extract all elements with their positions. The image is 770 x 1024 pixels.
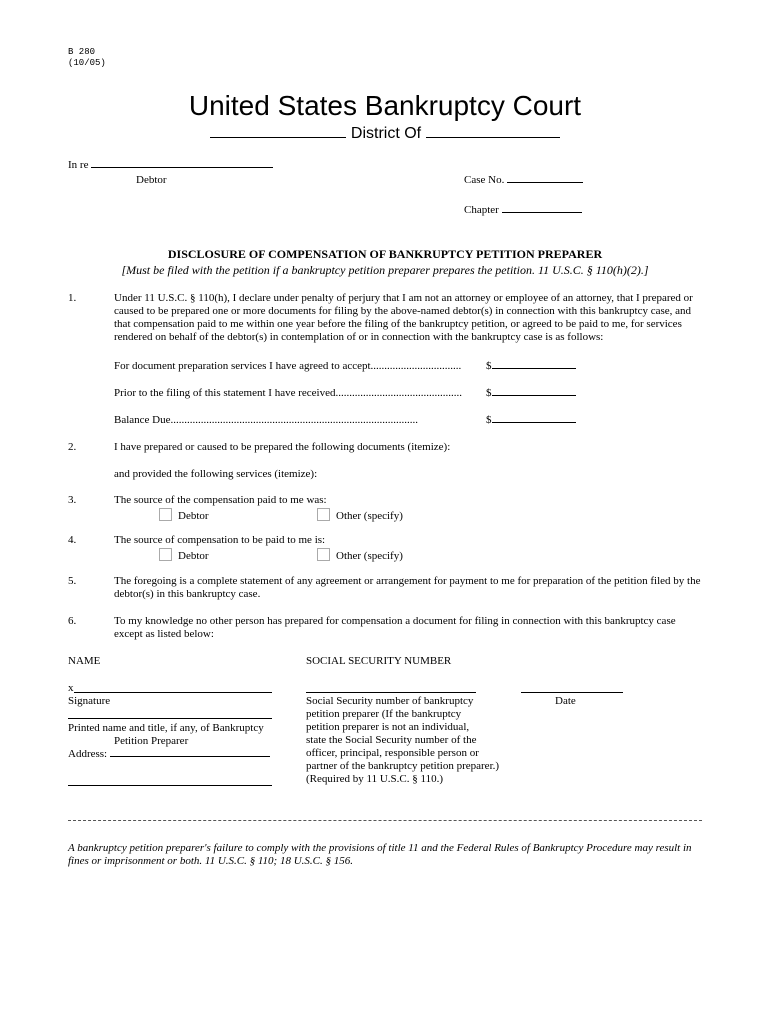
chapter-row bbox=[464, 204, 582, 216]
item-3-debtor-checkbox[interactable] bbox=[159, 508, 172, 521]
case-no-label: Case No. bbox=[464, 174, 505, 186]
name-column-header: NAME bbox=[68, 655, 101, 667]
form-code bbox=[68, 47, 106, 69]
item-2-number: 2. bbox=[68, 441, 77, 453]
date-label: Date bbox=[555, 695, 576, 707]
ssn-desc-line: partner of the bankruptcy petition preparer.) bbox=[306, 760, 500, 772]
signature-line[interactable] bbox=[74, 692, 272, 693]
item-3-other-option[interactable] bbox=[317, 508, 403, 522]
option-label: Other (specify) bbox=[336, 510, 403, 522]
address-blank[interactable] bbox=[110, 756, 270, 757]
dollar-sign: $ bbox=[486, 387, 492, 399]
item-4-text: The source of compensation to be paid to me is: bbox=[114, 534, 326, 546]
fee-received-field bbox=[486, 387, 576, 399]
item-6-number: 6. bbox=[68, 615, 77, 627]
ssn-column-header: SOCIAL SECURITY NUMBER bbox=[306, 655, 452, 667]
item-2-services-text: and provided the following services (itemize): bbox=[114, 468, 318, 480]
item-1-number: 1. bbox=[68, 292, 77, 304]
printed-name-label-1: Printed name and title, if any, of Bankruptcy bbox=[68, 722, 264, 734]
district-line bbox=[0, 125, 770, 143]
ssn-desc-line: state the Social Security number of the bbox=[306, 734, 477, 746]
item-5-number: 5. bbox=[68, 575, 77, 587]
item-4-debtor-option[interactable] bbox=[159, 548, 209, 562]
item-6-text: To my knowledge no other person has prepared for compensation a document for filing in connection with this bankruptcy case except as listed below: bbox=[114, 615, 676, 640]
form-number: B 280 bbox=[68, 47, 96, 57]
form-heading: DISCLOSURE OF COMPENSATION OF BANKRUPTCY PETITION PREPARER bbox=[167, 247, 603, 261]
option-label: Other (specify) bbox=[336, 550, 403, 562]
balance-due-field bbox=[486, 414, 576, 426]
form-revision: (10/05) bbox=[68, 58, 106, 68]
option-label: Debtor bbox=[178, 510, 209, 522]
case-no-row bbox=[464, 174, 583, 186]
item-4-other-checkbox[interactable] bbox=[317, 548, 330, 561]
ssn-desc-line: petition preparer (If the bankruptcy bbox=[306, 708, 462, 720]
fee-agreed-field bbox=[486, 360, 576, 372]
signature-x: x bbox=[68, 682, 74, 694]
debtor-label: Debtor bbox=[136, 174, 167, 186]
signature-label: Signature bbox=[68, 695, 111, 707]
item-3-debtor-option[interactable] bbox=[159, 508, 209, 522]
address-line-2[interactable] bbox=[68, 785, 272, 786]
option-label: Debtor bbox=[178, 550, 209, 562]
item-3-number: 3. bbox=[68, 494, 77, 506]
item-4-number: 4. bbox=[68, 534, 77, 546]
court-title: United States Bankruptcy Court bbox=[188, 90, 582, 121]
fee-received-blank[interactable] bbox=[492, 395, 576, 396]
dollar-sign: $ bbox=[486, 414, 492, 426]
item-4-other-option[interactable] bbox=[317, 548, 403, 562]
district-label: District Of bbox=[350, 125, 422, 142]
footer-warning: A bankruptcy petition preparer's failure to comply with the provisions of title 11 and the Federal Rules of Bankruptcy Procedure may result in fines or imprisonment or both. 11 U.S.C. § 110; 18 U.S.C. § 156. bbox=[68, 842, 692, 867]
form-subheading: [Must be filed with the petition if a bankruptcy petition preparer prepares the petition. 11 U.S.C. § 110(h)(2).] bbox=[121, 263, 649, 277]
printed-name-line[interactable] bbox=[68, 718, 272, 719]
ssn-desc-line: Social Security number of bankruptcy bbox=[306, 695, 474, 707]
ssn-desc-line: (Required by 11 U.S.C. § 110.) bbox=[306, 773, 443, 785]
item-3-other-checkbox[interactable] bbox=[317, 508, 330, 521]
chapter-blank[interactable] bbox=[502, 212, 582, 213]
item-1-text: Under 11 U.S.C. § 110(h), I declare under penalty of perjury that I am not an attorney or employee of an attorney, that I prepared or caused to be prepared one or more documents for filing by the above-named debtor(s) in connection with this bankruptcy case, and that compensation paid to me within one year before the filing of the bankruptcy petition, or agreed to be paid to me, for services rendered on behalf of the debtor(s) in contemplation of or in connection with the bankruptcy case is as follows: bbox=[114, 292, 693, 343]
ssn-line[interactable] bbox=[306, 692, 476, 693]
fee-agreed-label: For document preparation services I have agreed to accept................................. bbox=[114, 360, 462, 372]
in-re-label: In re bbox=[68, 159, 89, 171]
fee-agreed-blank[interactable] bbox=[492, 368, 576, 369]
ssn-desc-line: petition preparer is not an individual, bbox=[306, 721, 470, 733]
district-name-blank[interactable] bbox=[210, 137, 346, 138]
dollar-sign: $ bbox=[486, 360, 492, 372]
item-2-documents-text: I have prepared or caused to be prepared the following documents (itemize): bbox=[114, 441, 451, 453]
district-state-blank[interactable] bbox=[426, 137, 560, 138]
balance-due-label: Balance Due.......................................................................................... bbox=[114, 414, 418, 426]
item-4-debtor-checkbox[interactable] bbox=[159, 548, 172, 561]
item-3-text: The source of the compensation paid to me was: bbox=[114, 494, 327, 506]
item-5-text: The foregoing is a complete statement of any agreement or arrangement for payment to me for preparation of the petition filed by the debtor(s) in this bankruptcy case. bbox=[114, 575, 701, 600]
case-no-blank[interactable] bbox=[507, 182, 583, 183]
printed-name-label-2: Petition Preparer bbox=[114, 735, 189, 747]
in-re-blank[interactable] bbox=[91, 167, 273, 168]
in-re-row bbox=[68, 159, 273, 171]
chapter-label: Chapter bbox=[464, 204, 499, 216]
balance-due-blank[interactable] bbox=[492, 422, 576, 423]
ssn-description bbox=[306, 695, 499, 786]
fee-received-label: Prior to the filing of this statement I have received.............................................. bbox=[114, 387, 462, 399]
date-line[interactable] bbox=[521, 692, 623, 693]
address-row bbox=[68, 748, 270, 760]
address-label: Address: bbox=[68, 748, 108, 760]
dashed-divider bbox=[68, 820, 702, 821]
ssn-desc-line: officer, principal, responsible person or bbox=[306, 747, 479, 759]
